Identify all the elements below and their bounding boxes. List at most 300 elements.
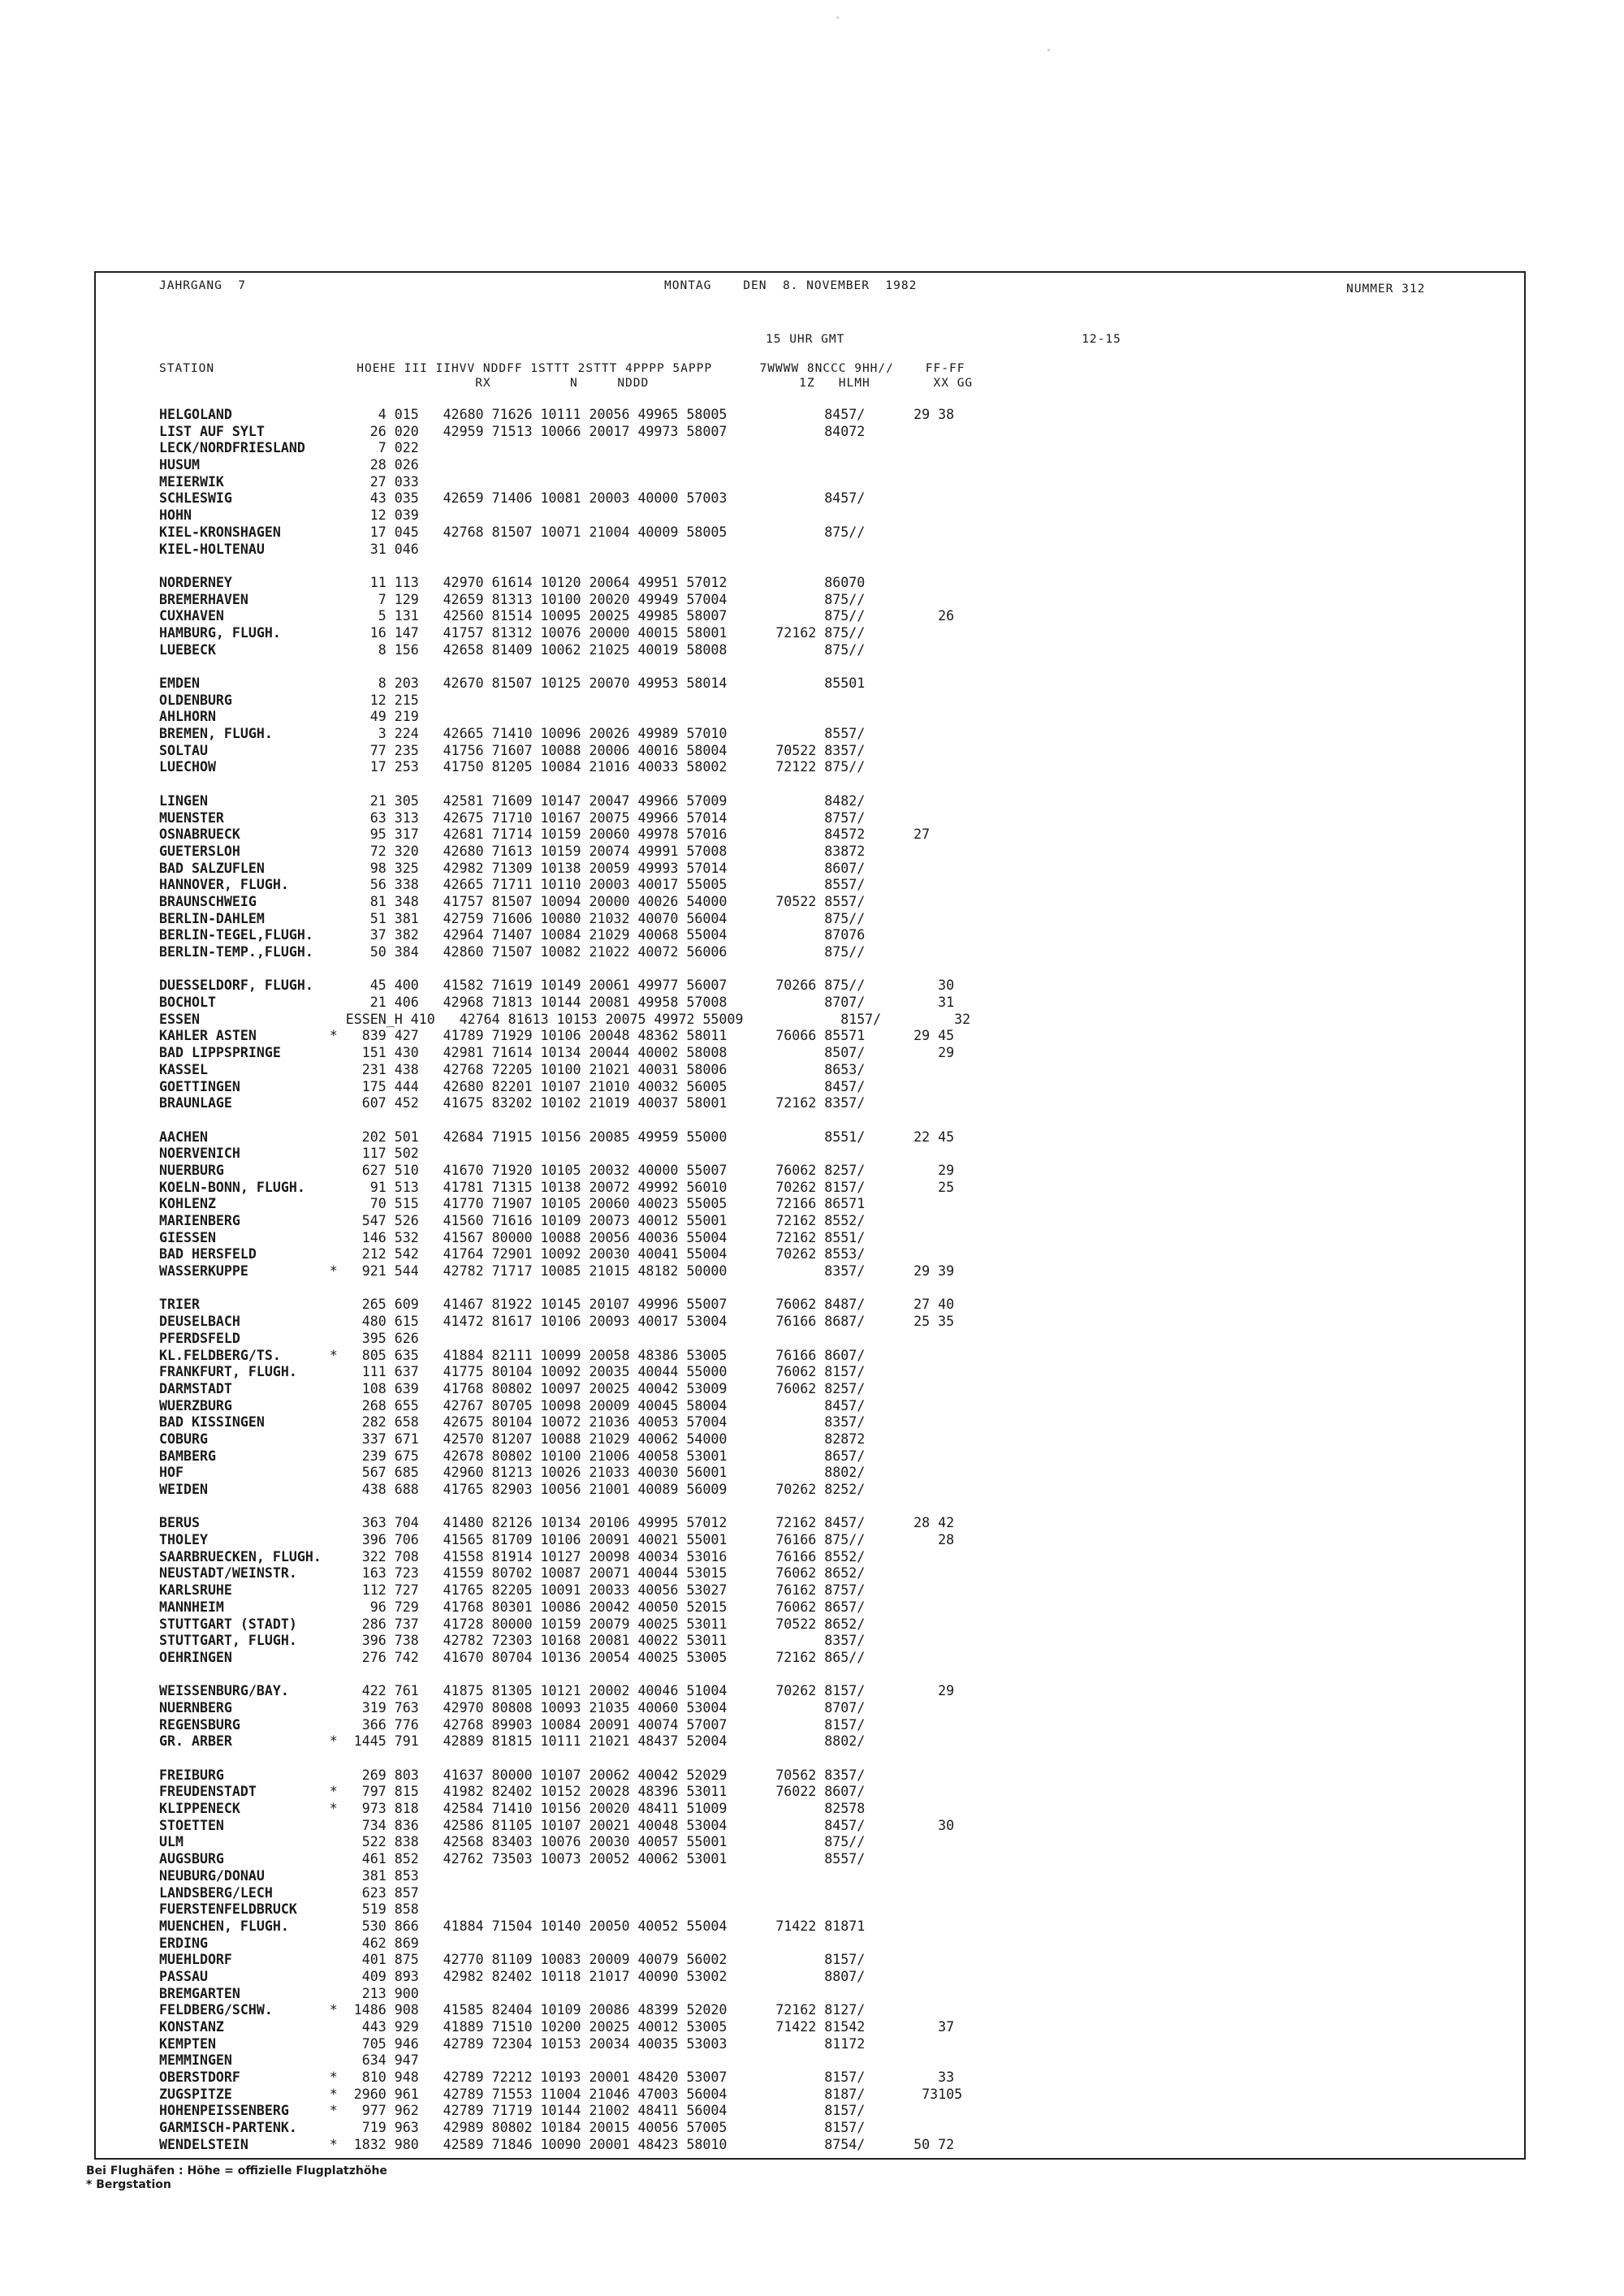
station-row bbox=[159, 1431, 1523, 1448]
observation-values: 325 42982 71309 10138 20059 49993 57014 bbox=[394, 860, 728, 876]
observation-values: 946 42789 72304 10153 20034 40035 53003 bbox=[394, 2035, 728, 2052]
station-name: GR. ARBER bbox=[159, 1733, 330, 1750]
wind-gust-value: 29 38 bbox=[865, 407, 955, 422]
wind-gust-value bbox=[865, 625, 914, 641]
height-value: 276 bbox=[345, 1649, 395, 1665]
wind-gust-value: 28 bbox=[865, 1532, 955, 1548]
spacer-row bbox=[159, 1667, 1523, 1684]
height-value: 28 bbox=[345, 457, 395, 473]
spacer-row bbox=[159, 776, 1523, 793]
station-row bbox=[159, 2120, 1523, 2137]
mountain-marker: * bbox=[329, 1263, 346, 1280]
station-name: MUEHLDORF bbox=[159, 1952, 330, 1968]
wind-gust-value bbox=[865, 1549, 914, 1564]
mountain-marker bbox=[330, 1146, 346, 1161]
station-row bbox=[159, 1079, 1523, 1096]
wind-gust-value bbox=[865, 2002, 914, 2018]
wind-gust-value bbox=[865, 457, 914, 473]
station-name: NEUBURG/DONAU bbox=[159, 1867, 330, 1884]
height-value: 462 bbox=[345, 1935, 395, 1951]
mountain-marker bbox=[330, 524, 346, 540]
weather-group: 875// bbox=[727, 1834, 866, 1850]
station-row bbox=[159, 1986, 1523, 2003]
station-name: DARMSTADT bbox=[159, 1380, 330, 1396]
height-value: 337 bbox=[345, 1431, 395, 1447]
weather-group bbox=[727, 1901, 865, 1917]
station-row bbox=[159, 1482, 1523, 1499]
station-name: BREMEN, FLUGH. bbox=[159, 726, 330, 742]
wind-gust-value bbox=[865, 1482, 914, 1497]
weather-group: 8157/ bbox=[727, 2069, 866, 2086]
weather-group: 8607/ bbox=[727, 860, 866, 876]
height-value: 1445 bbox=[345, 1733, 395, 1750]
station-row bbox=[159, 2052, 1523, 2069]
station-name: SOLTAU bbox=[159, 742, 330, 758]
wind-gust-value: 37 bbox=[865, 2019, 955, 2035]
weather-group: 8157/ bbox=[727, 1952, 866, 1968]
station-row bbox=[159, 1700, 1523, 1717]
height-value: 396 bbox=[345, 1633, 395, 1649]
height-value: 45 bbox=[345, 978, 395, 994]
observation-values: 430 42981 71614 10134 20044 40002 58008 bbox=[394, 1045, 728, 1061]
station-name: HOHENPEISSENBERG bbox=[159, 2103, 330, 2119]
observation-values: 742 41670 80704 10136 20054 40025 53005 bbox=[394, 1649, 728, 1665]
observation-values: 609 41467 81922 10145 20107 49996 55007 bbox=[394, 1297, 728, 1313]
height-value: 98 bbox=[345, 860, 395, 876]
mountain-marker bbox=[330, 1180, 346, 1195]
wind-gust-value bbox=[865, 726, 914, 741]
weather-group: 76166 8687/ bbox=[727, 1314, 866, 1330]
station-name: LINGEN bbox=[159, 792, 330, 809]
height-value: 56 bbox=[345, 877, 395, 893]
weather-group: 8557/ bbox=[727, 726, 866, 742]
mountain-marker bbox=[330, 1482, 346, 1497]
observation-values: 980 42589 71846 10090 20001 48423 58010 bbox=[394, 2136, 728, 2152]
station-name: AACHEN bbox=[159, 1129, 330, 1145]
station-row bbox=[159, 1180, 1523, 1197]
observation-values: 026 bbox=[394, 457, 728, 473]
weather-group: 8707/ bbox=[727, 995, 866, 1011]
scan-speck bbox=[836, 16, 839, 19]
station-name: HUSUM bbox=[159, 457, 330, 473]
observation-values: 818 42584 71410 10156 20020 48411 51009 bbox=[394, 1801, 728, 1817]
mountain-marker bbox=[330, 1818, 346, 1833]
height-value: 8 bbox=[345, 641, 395, 658]
station-row bbox=[159, 1062, 1523, 1079]
height-value: 805 bbox=[345, 1347, 395, 1363]
station-name: BRAUNSCHWEIG bbox=[159, 893, 330, 909]
mountain-marker bbox=[330, 1314, 346, 1329]
observation-values: 836 42586 81105 10107 20021 40048 53004 bbox=[394, 1817, 728, 1833]
wind-gust-value: 29 39 bbox=[865, 1263, 955, 1280]
weather-group: 84572 bbox=[727, 826, 866, 843]
station-row bbox=[159, 1045, 1523, 1062]
observation-values: 219 bbox=[394, 709, 728, 725]
station-name: LUECHOW bbox=[159, 759, 330, 775]
station-name: KEMPTEN bbox=[159, 2035, 330, 2052]
weather-group: 8157/ bbox=[727, 2103, 866, 2119]
mountain-marker bbox=[330, 1650, 346, 1665]
station-row bbox=[159, 759, 1523, 776]
height-value: 977 bbox=[345, 2103, 395, 2119]
station-row bbox=[159, 474, 1523, 491]
wind-gust-value: 32 bbox=[881, 1011, 971, 1027]
mountain-marker bbox=[330, 1515, 346, 1530]
station-name: KLIPPENECK bbox=[159, 1801, 330, 1817]
nummer-label: NUMMER 312 bbox=[1346, 283, 1426, 296]
wind-gust-value: 27 bbox=[865, 826, 931, 843]
observation-values: 129 42659 81313 10100 20020 49949 57004 bbox=[394, 591, 728, 607]
station-name: CUXHAVEN bbox=[159, 608, 330, 624]
wind-gust-value bbox=[865, 793, 914, 809]
height-value: 213 bbox=[345, 1985, 395, 2001]
height-value: 8 bbox=[345, 675, 395, 691]
station-row bbox=[159, 1381, 1523, 1398]
weather-group: 70262 8157/ bbox=[727, 1683, 866, 1699]
station-name: NUERNBERG bbox=[159, 1699, 330, 1716]
station-row bbox=[159, 1163, 1523, 1180]
mountain-marker: * bbox=[329, 1784, 346, 1800]
height-value: 366 bbox=[345, 1716, 395, 1733]
observation-values: 513 41781 71315 10138 20072 49992 56010 bbox=[394, 1179, 728, 1195]
station-row bbox=[159, 1196, 1523, 1213]
observation-values: 908 41585 82404 10109 20086 48399 52020 bbox=[394, 2002, 728, 2018]
wind-gust-value bbox=[865, 440, 914, 455]
spacer-row bbox=[159, 961, 1523, 978]
wind-gust-value: 22 45 bbox=[865, 1129, 955, 1145]
mountain-marker bbox=[330, 575, 346, 590]
spacer-row bbox=[159, 658, 1523, 675]
height-value: 627 bbox=[345, 1162, 395, 1178]
weather-group: 72162 8551/ bbox=[727, 1229, 866, 1245]
spacer-row bbox=[159, 1280, 1523, 1297]
station-row bbox=[159, 1364, 1523, 1381]
observation-values: 803 41637 80000 10107 20062 40042 52029 bbox=[394, 1767, 728, 1783]
weather-group: 70522 8652/ bbox=[727, 1616, 866, 1632]
mountain-marker bbox=[330, 1918, 346, 1934]
observation-values: 015 42680 71626 10111 20056 49965 58005 bbox=[394, 407, 728, 422]
height-value: 212 bbox=[345, 1246, 395, 1262]
height-value: 202 bbox=[345, 1129, 395, 1145]
weather-group: 76062 8652/ bbox=[727, 1565, 866, 1582]
weather-group: 8357/ bbox=[727, 1414, 866, 1431]
station-name: OEHRINGEN bbox=[159, 1649, 330, 1665]
station-row bbox=[159, 1683, 1523, 1700]
station-name: OBERSTDORF bbox=[159, 2069, 330, 2086]
observation-values: 317 42681 71714 10159 20060 49978 57016 bbox=[394, 826, 728, 843]
observation-values: 253 41750 81205 10084 21016 40033 58002 bbox=[394, 759, 728, 775]
station-row bbox=[159, 1297, 1523, 1314]
station-name: STUTTGART, FLUGH. bbox=[159, 1633, 330, 1649]
height-value: 91 bbox=[345, 1179, 395, 1195]
mountain-marker bbox=[330, 810, 346, 826]
wind-gust-value bbox=[865, 1565, 914, 1581]
height-value: 16 bbox=[345, 624, 395, 641]
height-value: 319 bbox=[345, 1699, 395, 1716]
weather-group: 8557/ bbox=[727, 1851, 866, 1867]
station-row bbox=[159, 2137, 1523, 2154]
weather-group: 8457/ bbox=[727, 490, 866, 507]
station-row bbox=[159, 793, 1523, 810]
station-name: ERDING bbox=[159, 1935, 330, 1951]
spacer-row bbox=[159, 558, 1523, 575]
wind-gust-value bbox=[865, 575, 914, 590]
height-value: 70 bbox=[345, 1196, 395, 1212]
station-row bbox=[159, 2069, 1523, 2087]
wind-gust-value bbox=[865, 1851, 914, 1867]
observation-values: 637 41775 80104 10092 20035 40044 55000 bbox=[394, 1364, 728, 1380]
station-row bbox=[159, 592, 1523, 609]
station-row bbox=[159, 1868, 1523, 1885]
mountain-marker bbox=[330, 1414, 346, 1430]
height-value: 401 bbox=[345, 1952, 395, 1968]
station-name: KONSTANZ bbox=[159, 2019, 330, 2035]
observation-values: 815 41982 82402 10152 20028 48396 53011 bbox=[394, 1784, 728, 1800]
station-name: NEUSTADT/WEINSTR. bbox=[159, 1565, 330, 1582]
mountain-marker bbox=[330, 1700, 346, 1716]
height-value: 973 bbox=[345, 1801, 395, 1817]
mountain-marker bbox=[330, 1213, 346, 1228]
station-name: HANNOVER, FLUGH. bbox=[159, 877, 330, 893]
station-name: PFERDSFELD bbox=[159, 1330, 330, 1346]
station-name: PASSAU bbox=[159, 1968, 330, 1984]
height-value: 4 bbox=[345, 407, 395, 422]
station-row bbox=[159, 1515, 1523, 1532]
mountain-marker bbox=[330, 693, 346, 708]
station-name: FRANKFURT, FLUGH. bbox=[159, 1364, 330, 1380]
mountain-marker bbox=[330, 625, 346, 641]
height-value: 81 bbox=[345, 893, 395, 909]
weather-group: 76066 85571 bbox=[727, 1028, 866, 1044]
weather-group: 85501 bbox=[727, 675, 866, 691]
observation-values: 761 41875 81305 10121 20002 40046 51004 bbox=[394, 1683, 728, 1699]
weather-group: 8807/ bbox=[727, 1968, 866, 1984]
observation-values: 045 42768 81507 10071 21004 40009 58005 bbox=[394, 524, 728, 540]
mountain-marker bbox=[330, 826, 346, 842]
wind-gust-value bbox=[865, 1582, 914, 1598]
observation-values: 857 bbox=[394, 1884, 728, 1901]
mountain-marker: * bbox=[329, 2103, 346, 2119]
mountain-marker bbox=[330, 474, 346, 490]
height-value: 1832 bbox=[345, 2136, 395, 2152]
weather-group: 875// bbox=[727, 608, 866, 624]
wind-gust-value bbox=[865, 1196, 914, 1211]
weather-group: 76062 8257/ bbox=[727, 1162, 866, 1178]
observation-values: 776 42768 89903 10084 20091 40074 57007 bbox=[394, 1716, 728, 1733]
observation-values: 113 42970 61614 10120 20064 49951 57012 bbox=[394, 574, 728, 590]
observation-values: 313 42675 71710 10167 20075 49966 57014 bbox=[394, 809, 728, 826]
station-name: FREUDENSTADT bbox=[159, 1784, 330, 1800]
weather-group: 76166 875// bbox=[727, 1532, 866, 1548]
height-value: 43 bbox=[345, 490, 395, 507]
height-value: 286 bbox=[345, 1616, 395, 1632]
weather-group: 8457/ bbox=[727, 1817, 866, 1833]
mountain-marker bbox=[330, 1163, 346, 1178]
weather-group: 875// bbox=[727, 944, 866, 960]
spacer-row bbox=[159, 1499, 1523, 1516]
weather-group: 70262 8553/ bbox=[727, 1246, 866, 1262]
observation-values: 639 41768 80802 10097 20025 40042 53009 bbox=[394, 1380, 728, 1396]
station-name: WEIDEN bbox=[159, 1482, 330, 1497]
weather-group: 70562 8357/ bbox=[727, 1767, 866, 1783]
height-value: 396 bbox=[345, 1532, 395, 1548]
weather-group: 8754/ bbox=[727, 2136, 866, 2152]
height-value: 810 bbox=[345, 2069, 395, 2086]
height-value: 719 bbox=[345, 2120, 395, 2136]
weather-group: 70262 8157/ bbox=[727, 1179, 866, 1195]
wind-gust-value bbox=[865, 675, 914, 691]
mountain-marker bbox=[330, 1448, 346, 1464]
station-name: MEMMINGEN bbox=[159, 2052, 330, 2069]
height-value: 839 bbox=[345, 1028, 395, 1044]
height-value: 322 bbox=[345, 1548, 395, 1564]
observation-values: 671 42570 81207 10088 21029 40062 54000 bbox=[394, 1431, 728, 1447]
observation-values: 526 41560 71616 10109 20073 40012 55001 bbox=[394, 1213, 728, 1228]
station-row bbox=[159, 743, 1523, 760]
station-name: GIESSEN bbox=[159, 1229, 330, 1245]
weather-group: 81172 bbox=[727, 2035, 866, 2052]
wind-gust-value bbox=[865, 1348, 914, 1363]
weather-group: 71422 81542 bbox=[727, 2019, 866, 2035]
station-row bbox=[159, 490, 1523, 507]
weather-group: 84072 bbox=[727, 423, 866, 439]
mountain-marker: * bbox=[329, 2002, 346, 2018]
station-row bbox=[159, 810, 1523, 827]
height-value: 443 bbox=[345, 2019, 395, 2035]
station-name: LANDSBERG/LECH bbox=[159, 1884, 330, 1901]
station-name: BAD KISSINGEN bbox=[159, 1414, 330, 1431]
observation-values: 727 41765 82205 10091 20033 40056 53027 bbox=[394, 1582, 728, 1599]
wind-gust-value bbox=[865, 1936, 914, 1951]
data-table-frame bbox=[94, 271, 1526, 2160]
mountain-marker bbox=[330, 709, 346, 724]
wind-gust-value bbox=[865, 542, 914, 557]
wind-gust-value bbox=[865, 1717, 914, 1733]
weather-group: 72162 8552/ bbox=[727, 1213, 866, 1228]
height-value: 96 bbox=[345, 1599, 395, 1615]
time-label: 15 UHR GMT 12-15 bbox=[766, 333, 1121, 346]
mountain-marker bbox=[330, 894, 346, 909]
mountain-marker bbox=[330, 1297, 346, 1312]
observation-values: 704 41480 82126 10134 20106 49995 57012 bbox=[394, 1515, 728, 1531]
observation-values: 615 41472 81617 10106 20093 40017 53004 bbox=[394, 1314, 728, 1330]
station-name: KIEL-HOLTENAU bbox=[159, 541, 330, 557]
wind-gust-value: 28 42 bbox=[865, 1515, 955, 1531]
station-name: NOERVENICH bbox=[159, 1146, 330, 1162]
station-row bbox=[159, 1565, 1523, 1582]
mountain-marker bbox=[330, 1851, 346, 1867]
station-name: KAHLER ASTEN bbox=[159, 1028, 330, 1044]
weather-group: 76166 8607/ bbox=[727, 1347, 866, 1363]
wind-gust-value bbox=[865, 424, 914, 439]
wind-gust-value bbox=[865, 1784, 914, 1799]
observation-values: 020 42959 71513 10066 20017 49973 58007 bbox=[394, 423, 728, 439]
wind-gust-value bbox=[865, 1650, 914, 1665]
mountain-marker bbox=[330, 1616, 346, 1632]
weather-group: 76062 8157/ bbox=[727, 1364, 866, 1380]
height-value: 117 bbox=[345, 1146, 395, 1162]
mountain-marker bbox=[330, 507, 346, 523]
height-value: 7 bbox=[345, 591, 395, 607]
station-name: HAMBURG, FLUGH. bbox=[159, 624, 330, 641]
station-name: SAARBRUECKEN, FLUGH. bbox=[159, 1548, 330, 1564]
mountain-marker bbox=[330, 1196, 346, 1211]
wind-gust-value bbox=[865, 642, 914, 658]
mountain-marker bbox=[330, 1717, 346, 1733]
height-value: 163 bbox=[345, 1565, 395, 1582]
weather-group: 72166 86571 bbox=[727, 1196, 866, 1212]
wind-gust-value bbox=[865, 1733, 914, 1749]
height-value: 797 bbox=[345, 1784, 395, 1800]
observation-values: 147 41757 81312 10076 20000 40015 58001 bbox=[394, 624, 728, 641]
mountain-marker bbox=[330, 1565, 346, 1581]
wind-gust-value bbox=[865, 743, 914, 758]
observation-values: 039 bbox=[394, 507, 728, 524]
observation-values: 962 42789 71719 10144 21002 48411 56004 bbox=[394, 2103, 728, 2119]
station-row bbox=[159, 844, 1523, 861]
station-row bbox=[159, 1918, 1523, 1936]
mountain-marker bbox=[330, 1767, 346, 1783]
wind-gust-value bbox=[865, 1146, 914, 1161]
station-row bbox=[159, 1784, 1523, 1801]
observation-values: 348 41757 81507 10094 20000 40026 54000 bbox=[394, 893, 728, 909]
station-name: BAD LIPPSPRINGE bbox=[159, 1045, 330, 1061]
mountain-marker: * bbox=[329, 1347, 346, 1363]
station-row bbox=[159, 1348, 1523, 1365]
height-value: 95 bbox=[345, 826, 395, 843]
station-row bbox=[159, 457, 1523, 474]
wind-gust-value bbox=[865, 1901, 914, 1917]
station-name: NORDERNEY bbox=[159, 574, 330, 590]
station-name: BAD SALZUFLEN bbox=[159, 860, 330, 876]
observation-values: 723 41559 80702 10087 20071 40044 53015 bbox=[394, 1565, 728, 1582]
observation-values: 046 bbox=[394, 541, 728, 557]
station-name: HOF bbox=[159, 1465, 330, 1481]
station-name: MEIERWIK bbox=[159, 473, 330, 490]
weather-group: 8457/ bbox=[727, 1078, 866, 1094]
wind-gust-value bbox=[865, 474, 914, 490]
weather-group bbox=[727, 1936, 865, 1951]
weather-group: 70266 875// bbox=[727, 978, 866, 994]
observation-values: 635 41884 82111 10099 20058 48386 53005 bbox=[394, 1347, 728, 1363]
station-row bbox=[159, 1767, 1523, 1785]
mountain-marker bbox=[330, 927, 346, 943]
observation-values: 502 bbox=[394, 1146, 728, 1162]
observation-values: 948 42789 72212 10193 20001 48420 53007 bbox=[394, 2069, 728, 2086]
height-value: 112 bbox=[345, 1582, 395, 1599]
station-row bbox=[159, 861, 1523, 878]
station-row bbox=[159, 608, 1523, 625]
observation-values: 963 42989 80802 10184 20015 40056 57005 bbox=[394, 2120, 728, 2136]
height-value: 63 bbox=[345, 809, 395, 826]
mountain-marker bbox=[330, 944, 346, 960]
weather-group: 72162 8127/ bbox=[727, 2002, 866, 2018]
weather-group: 76062 8657/ bbox=[727, 1599, 866, 1615]
weather-group: 72162 865// bbox=[727, 1649, 866, 1665]
station-name: WUERZBURG bbox=[159, 1397, 330, 1413]
height-value: 151 bbox=[345, 1045, 395, 1061]
wind-gust-value bbox=[865, 759, 914, 775]
mountain-marker bbox=[330, 675, 346, 691]
height-value: 51 bbox=[345, 910, 395, 926]
height-value: 3 bbox=[345, 726, 395, 742]
observation-values: 410 42764 81613 10153 20075 49972 55009 bbox=[410, 1011, 744, 1027]
station-name: ZUGSPITZE bbox=[159, 2086, 330, 2102]
station-row bbox=[159, 1246, 1523, 1263]
mountain-marker bbox=[330, 642, 346, 658]
height-value: 17 bbox=[345, 524, 395, 540]
observation-values: 688 41765 82903 10056 21001 40089 56009 bbox=[394, 1482, 728, 1497]
